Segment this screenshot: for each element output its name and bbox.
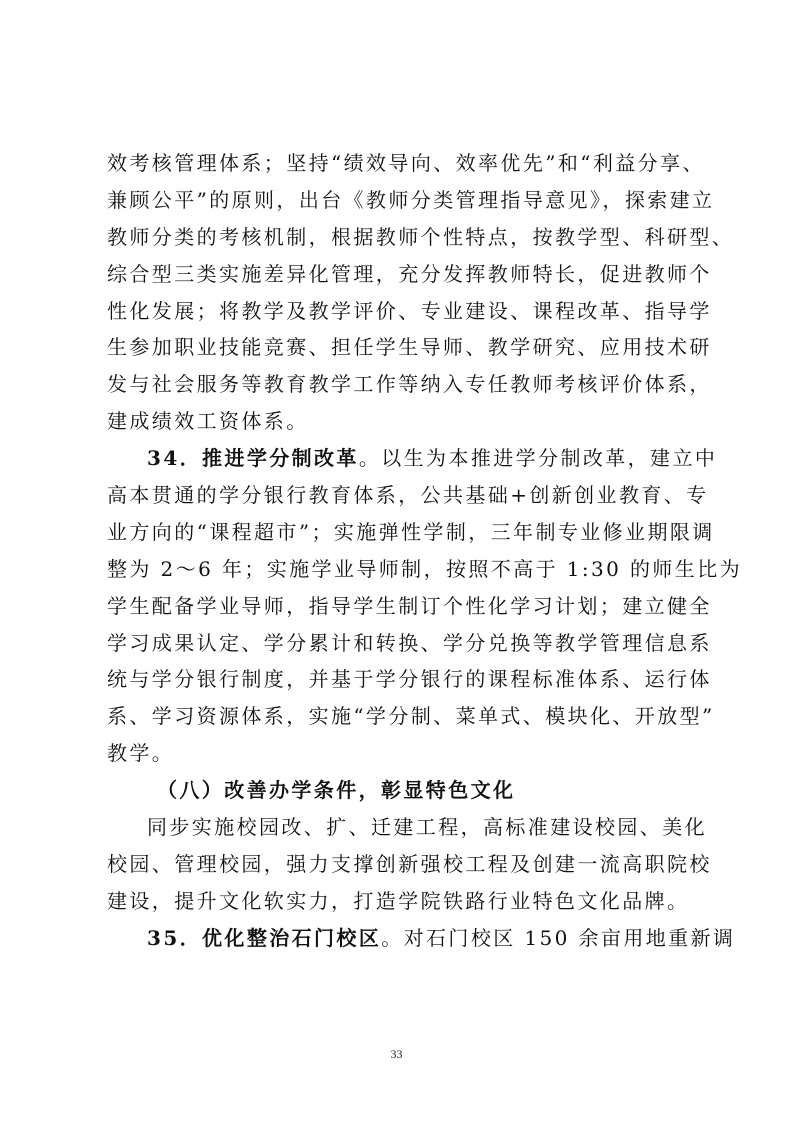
- body-line: 整为 2～6 年；实施学业导师制，按照不高于 1:30 的师生比为: [107, 556, 742, 581]
- page-body: [107, 145, 742, 957]
- body-line: 教师分类的考核机制，根据教师个性特点，按教学型、科研型、: [107, 224, 735, 249]
- body-line: 性化发展；将教学及教学评价、专业建设、课程改革、指导学: [107, 298, 712, 323]
- body-line: 发与社会服务等教育教学工作等纳入专任教师考核评价体系，: [107, 372, 712, 397]
- body-line: 系、学习资源体系，实施“学分制、菜单式、模块化、开放型”: [107, 704, 715, 729]
- item-34-lead: 。以生为本推进学分制改革，建立中: [358, 446, 718, 471]
- body-line: 学生配备学业导师，指导学生制订个性化学习计划；建立健全: [107, 593, 712, 618]
- item-35-lead: 。对石门校区 150 余亩用地重新调: [381, 925, 736, 950]
- body-line: 教学。: [107, 741, 175, 766]
- body-line: 建设，提升文化软实力，打造学院铁路行业特色文化品牌。: [107, 888, 690, 913]
- body-line: 效考核管理体系；坚持“绩效导向、效率优先”和“利益分享、: [107, 151, 705, 175]
- body-line: 业方向的“课程超市”；实施弹性学制，三年制专业修业期限调: [107, 519, 715, 544]
- page-number: 33: [390, 1047, 403, 1061]
- body-line: 兼顾公平”的原则，出台《教师分类管理指导意见》，探索建立: [107, 187, 715, 212]
- body-line: 学习成果认定、学分累计和转换、学分兑换等教学管理信息系: [107, 630, 712, 655]
- section-heading: （八）改善办学条件，彰显特色文化: [157, 778, 516, 803]
- item-34-heading: 34．推进学分制改革: [147, 446, 359, 471]
- body-line: 同步实施校园改、扩、迁建工程，高标准建设校园、美化: [147, 815, 707, 840]
- body-line: 建成绩效工资体系。: [107, 409, 309, 434]
- body-line: 校园、管理校园，强力支撑创新强校工程及创建一流高职院校: [107, 851, 712, 876]
- item-35-first-line: [107, 920, 736, 957]
- body-line: 综合型三类实施差异化管理，充分发挥教师特长，促进教师个: [107, 261, 712, 286]
- body-line: 统与学分银行制度，并基于学分银行的课程标准体系、运行体: [107, 667, 712, 692]
- item-34-first-line: [107, 440, 718, 477]
- item-35-heading: 35．优化整治石门校区: [147, 925, 382, 950]
- body-line: 高本贯通的学分银行教育体系，公共基础+创新创业教育、专: [107, 483, 709, 508]
- body-line: 生参加职业技能竞赛、担任学生导师、教学研究、应用技术研: [107, 335, 712, 360]
